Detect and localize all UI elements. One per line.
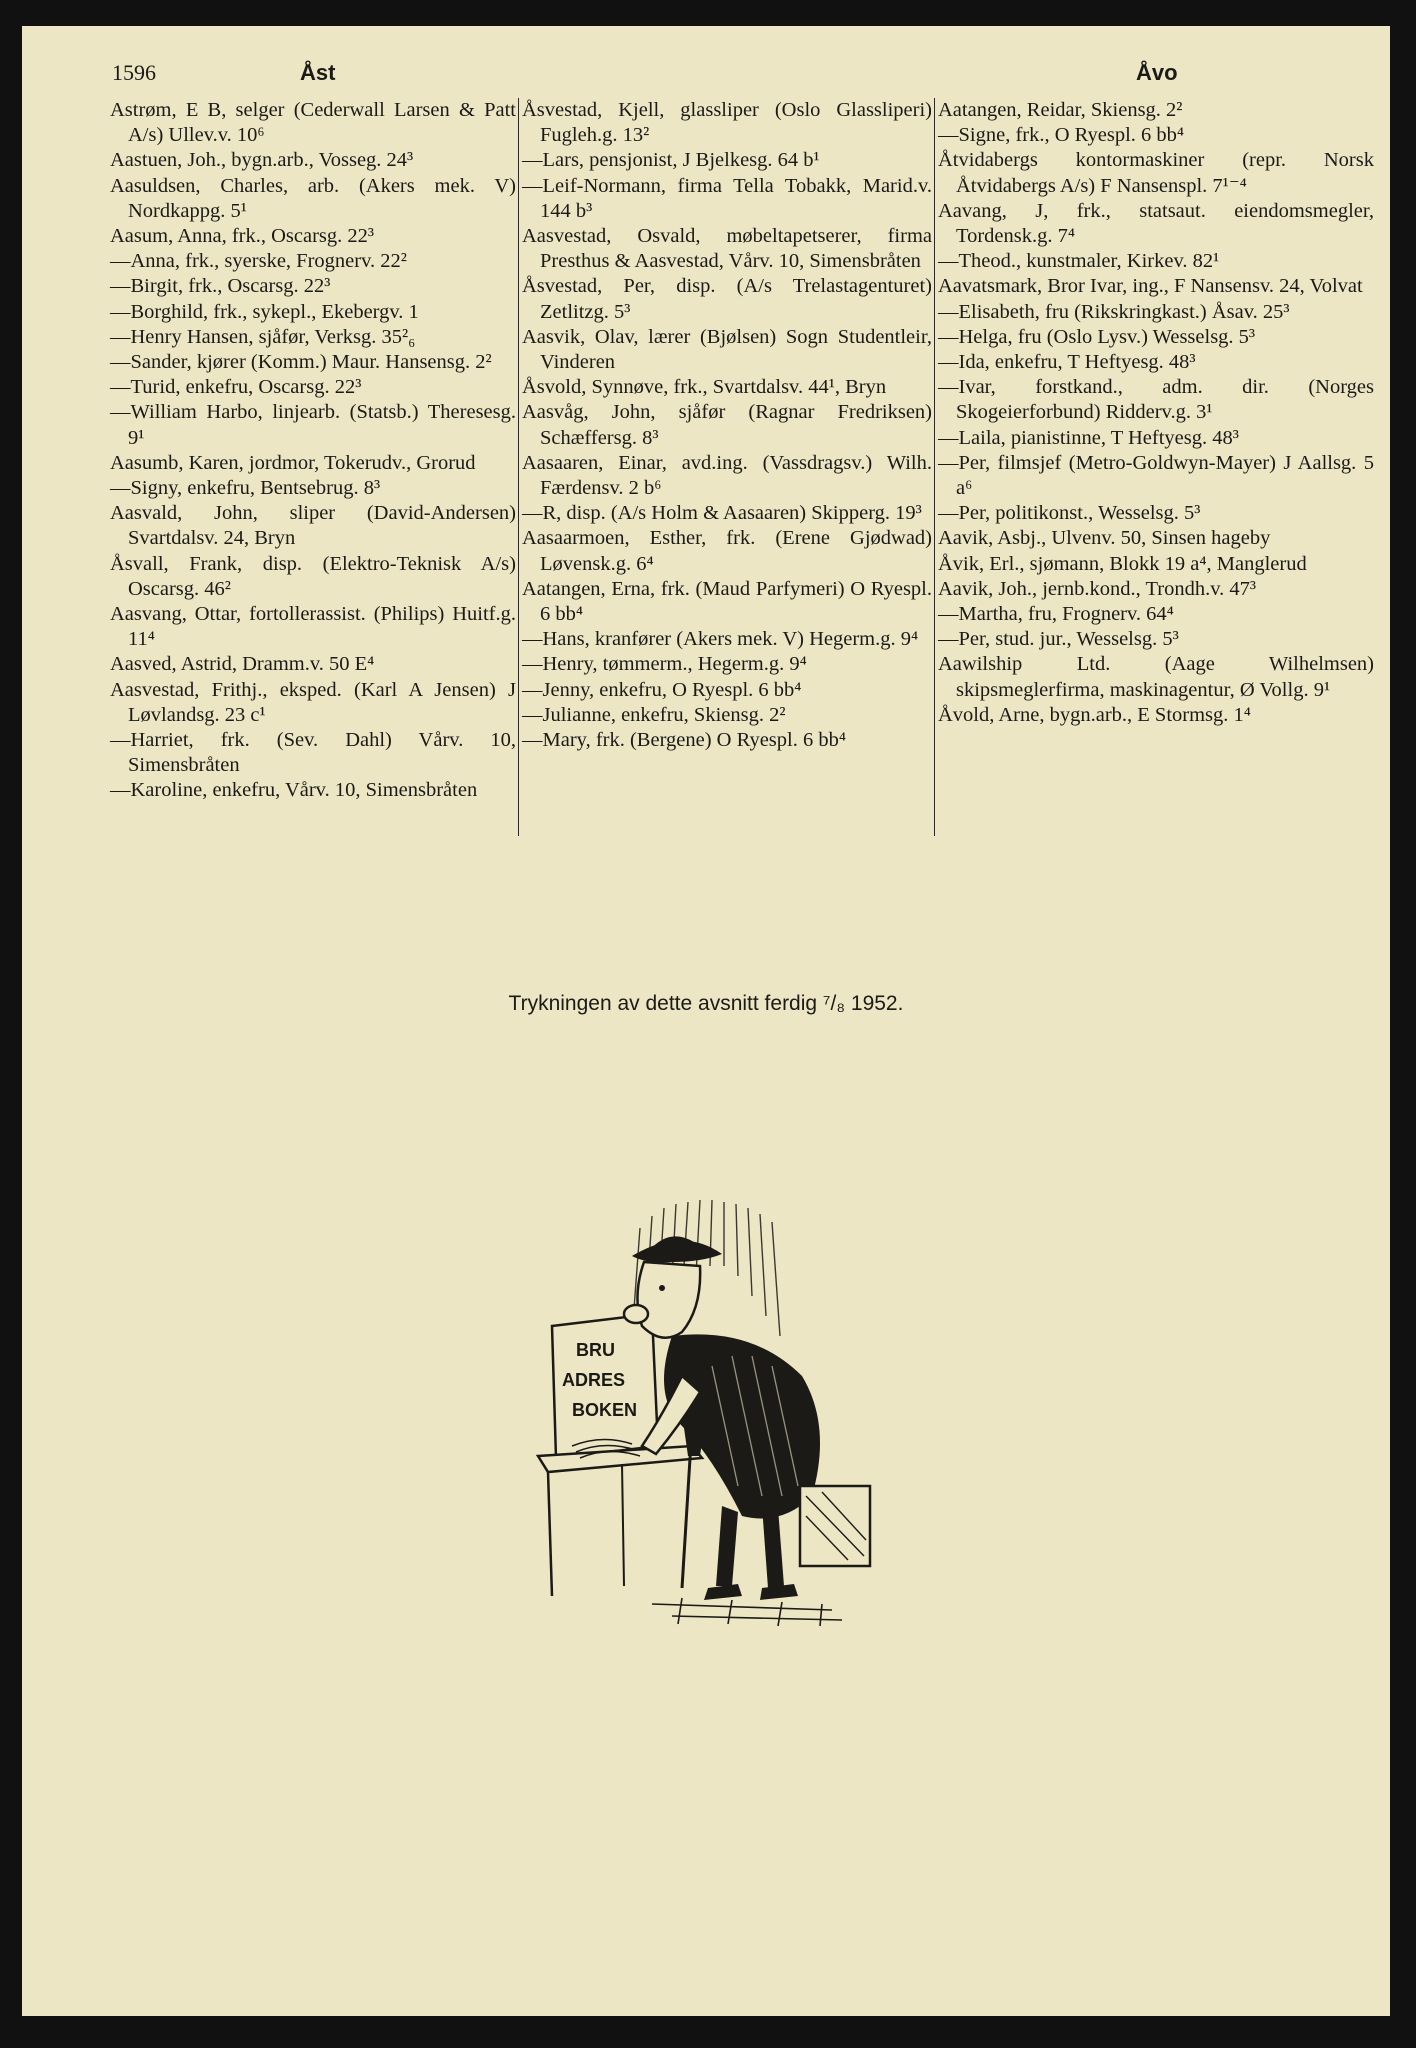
directory-entry: Aasuldsen, Charles, arb. (Akers mek. V) Nordkappg. 5¹: [110, 174, 516, 222]
directory-entry: —Hans, kranfører (Akers mek. V) Hegerm.g. 9⁴: [522, 628, 919, 651]
column-1: [110, 98, 516, 804]
directory-entry: Aasvestad, Osvald, møbeltapetserer, firma Presthus & Aasvestad, Vårv. 10, Simensbråten: [522, 225, 932, 273]
directory-entry: —Theod., kunstmaler, Kirkev. 82¹: [938, 250, 1220, 273]
directory-entry: —Jenny, enkefru, O Ryespl. 6 bb⁴: [522, 678, 802, 701]
directory-entry: Aasved, Astrid, Dramm.v. 50 E⁴: [110, 653, 375, 676]
directory-entry: Aatangen, Reidar, Skiensg. 2²: [938, 99, 1183, 121]
column-3: [938, 98, 1374, 728]
directory-entry: —Sander, kjører (Komm.) Maur. Hansensg. 2²: [110, 351, 492, 374]
directory-entry: Aasaarmoen, Esther, frk. (Erene Gjødwad) Løvensk.g. 6⁴: [522, 527, 932, 575]
directory-entry: —Harriet, frk. (Sev. Dahl) Vårv. 10, Simensbråten: [110, 729, 516, 777]
directory-entry: Aasvald, John, sliper (David-Andersen) Svartdalsv. 24, Bryn: [110, 502, 516, 550]
man-with-address-book-icon: [532, 1196, 892, 1636]
column-2: [522, 98, 932, 753]
directory-entry: —Julianne, enkefru, Skiensg. 2²: [522, 703, 786, 726]
running-head-left: Åst: [300, 60, 336, 85]
directory-entry: —Turid, enkefru, Oscarsg. 22³: [110, 376, 362, 399]
sign-line-1: BRU: [576, 1340, 615, 1360]
directory-entry: —William Harbo, linjearb. (Statsb.) Theresesg. 9¹: [110, 401, 516, 449]
directory-entry: —Mary, frk. (Bergene) O Ryespl. 6 bb⁴: [522, 729, 847, 752]
directory-entry: Aasvik, Olav, lærer (Bjølsen) Sogn Studentleir, Vinderen: [522, 325, 932, 374]
directory-entry: —Birgit, frk., Oscarsg. 22³: [110, 275, 331, 298]
directory-entry: —Lars, pensjonist, J Bjelkesg. 64 b¹: [522, 149, 820, 172]
directory-entry: Aavik, Joh., jernb.kond., Trondh.v. 47³: [938, 577, 1257, 600]
directory-entry: Aasumb, Karen, jordmor, Tokerudv., Grorud: [110, 451, 476, 474]
directory-entry: Aavatsmark, Bror Ivar, ing., F Nansensv. 24, Volvat: [938, 275, 1363, 298]
directory-entry: Åsvestad, Per, disp. (A/s Trelastagenturet) Zetlitzg. 5³: [522, 275, 932, 323]
directory-entry: Aavang, J, frk., statsaut. eiendomsmegler, Tordensk.g. 7⁴: [938, 199, 1374, 248]
directory-entry: —Signy, enkefru, Bentsebrug. 8³: [110, 477, 381, 500]
directory-entry: —Elisabeth, fru (Rikskringkast.) Åsav. 25³: [938, 300, 1290, 323]
page-number: 1596: [112, 60, 156, 85]
directory-entry: —Helga, fru (Oslo Lysv.) Wesselsg. 5³: [938, 325, 1256, 348]
directory-entry: Astrøm, E B, selger (Cederwall Larsen & Patt A/s) Ullev.v. 10⁶: [110, 99, 516, 147]
directory-columns: [110, 98, 1374, 838]
directory-entry: —Signe, frk., O Ryespl. 6 bb⁴: [938, 124, 1185, 147]
directory-entry: Åsvold, Synnøve, frk., Svartdalsv. 44¹, Bryn: [522, 376, 887, 399]
directory-entry: Aasum, Anna, frk., Oscarsg. 22³: [110, 225, 375, 248]
directory-entry: Åtvidabergs kontormaskiner (repr. Norsk Åtvidabergs A/s) F Nansenspl. 7¹⁻⁴: [938, 149, 1374, 197]
directory-entry: —Borghild, frk., sykepl., Ekebergv. 1: [110, 300, 419, 323]
directory-entry: —Karoline, enkefru, Vårv. 10, Simensbråten: [110, 779, 478, 802]
directory-entry: Aawilship Ltd. (Aage Wilhelmsen) skipsmeglerfirma, maskinagentur, Ø Vollg. 9¹: [938, 653, 1374, 701]
directory-entry: —Per, politikonst., Wesselsg. 5³: [938, 502, 1201, 525]
directory-entry: —Martha, fru, Frognerv. 64⁴: [938, 603, 1174, 626]
sign-line-2: ADRES: [562, 1370, 626, 1390]
directory-entry: Åvik, Erl., sjømann, Blokk 19 a⁴, Manglerud: [938, 552, 1307, 575]
directory-page: [22, 26, 1390, 2016]
directory-entry: Åvold, Arne, bygn.arb., E Stormsg. 1⁴: [938, 703, 1251, 726]
directory-entry: —Per, stud. jur., Wesselsg. 5³: [938, 628, 1179, 651]
directory-entry: Åsvestad, Kjell, glassliper (Oslo Glassliperi) Fugleh.g. 13²: [522, 99, 932, 147]
directory-entry: Aastuen, Joh., bygn.arb., Vosseg. 24³: [110, 149, 414, 172]
directory-entry: Aasaaren, Einar, avd.ing. (Vassdragsv.) Wilh. Færdensv. 2 b⁶: [522, 451, 932, 500]
directory-entry: —Per, filmsjef (Metro-Goldwyn-Mayer) J Aallsg. 5 a⁶: [938, 451, 1374, 500]
directory-entry: Åsvall, Frank, disp. (Elektro-Teknisk A/s) Oscarsg. 46²: [110, 552, 516, 600]
directory-entry: —Laila, pianistinne, T Heftyesg. 48³: [938, 426, 1239, 449]
directory-entry: —Ida, enkefru, T Heftyesg. 48³: [938, 351, 1196, 374]
page-header: [112, 60, 1360, 100]
directory-entry: Aatangen, Erna, frk. (Maud Parfymeri) O Ryespl. 6 bb⁴: [522, 577, 932, 626]
column-rule: [518, 98, 519, 836]
directory-entry: —Henry Hansen, sjåfør, Verksg. 35²₆: [110, 325, 416, 348]
directory-entry: Aavik, Asbj., Ulvenv. 50, Sinsen hageby: [938, 527, 1271, 550]
directory-entry: Aasvang, Ottar, fortollerassist. (Philips) Huitf.g. 11⁴: [110, 603, 516, 651]
sign-line-3: BOKEN: [572, 1400, 638, 1420]
directory-entry: —Henry, tømmerm., Hegerm.g. 9⁴: [522, 653, 807, 676]
directory-entry: —Ivar, forstkand., adm. dir. (Norges Skogeierforbund) Ridderv.g. 3¹: [938, 376, 1374, 424]
directory-entry: —Anna, frk., syerske, Frognerv. 22²: [110, 250, 407, 273]
running-head-right: Åvo: [1136, 60, 1178, 85]
directory-entry: Aasvåg, John, sjåfør (Ragnar Fredriksen) Schæffersg. 8³: [522, 401, 932, 449]
directory-entry: —R, disp. (A/s Holm & Aasaaren) Skipperg. 19³: [522, 502, 922, 525]
column-rule: [934, 98, 935, 836]
directory-entry: Aasvestad, Frithj., eksped. (Karl A Jensen) J Løvlandsg. 23 c¹: [110, 678, 516, 726]
directory-entry: —Leif-Normann, firma Tella Tobakk, Marid.v. 144 b³: [522, 174, 932, 222]
print-completion-note: Trykningen av dette avsnitt ferdig ⁷/₈ 1952.: [508, 992, 904, 1015]
